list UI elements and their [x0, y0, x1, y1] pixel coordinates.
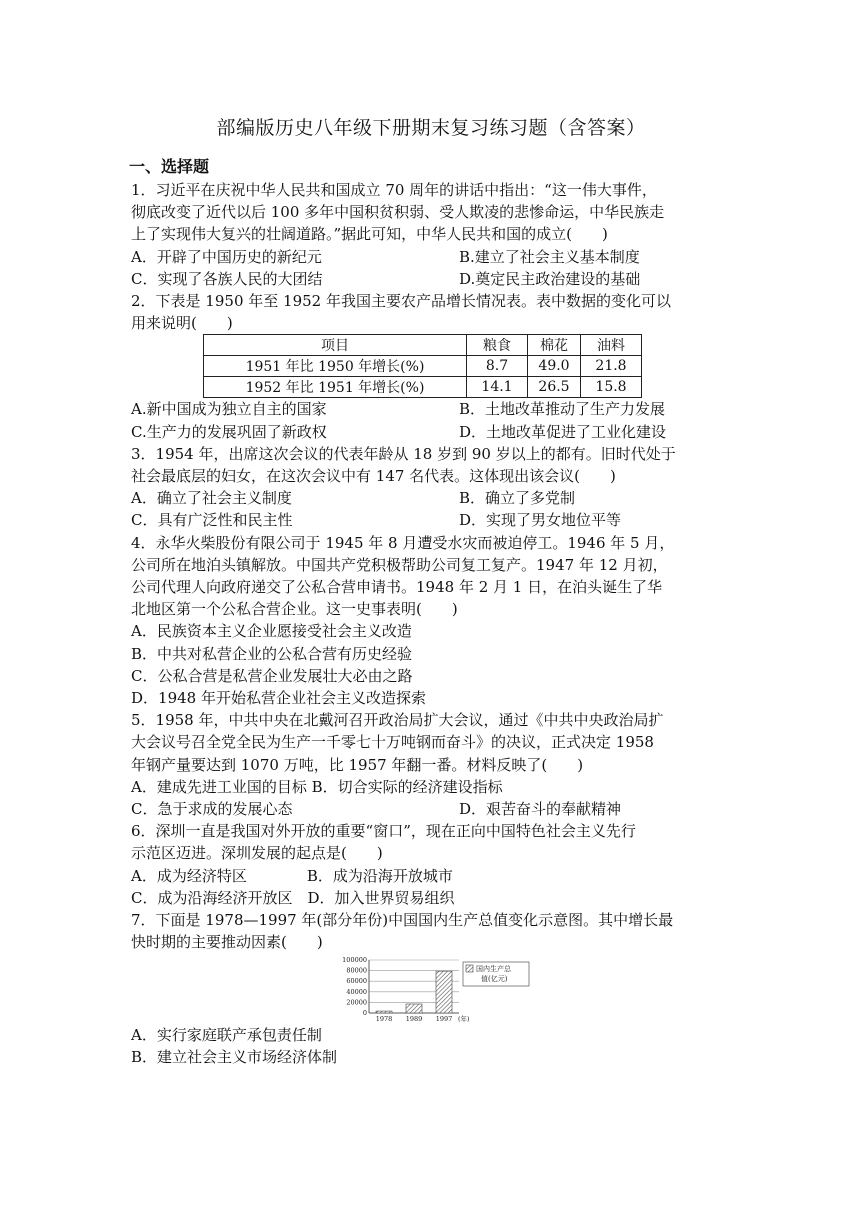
- question-text-line: 社会最底层的妇女，在这次会议中有 147 名代表。这体现出该会议( ): [131, 467, 616, 486]
- x-tick-label: 1978: [375, 1014, 393, 1023]
- question-text-line: 7．下面是 1978—1997 年(部分年份)中国国内生产总值变化示意图。其中增长最: [131, 911, 674, 930]
- x-tick-label: 1989: [405, 1014, 423, 1023]
- x-tick-label: 1997: [435, 1014, 453, 1023]
- bar-1989: [406, 1003, 422, 1012]
- legend-label: 国内生产总: [476, 964, 511, 973]
- table-row: [204, 377, 642, 398]
- document-page: [131, 113, 731, 1068]
- question-text-line: 上了实现伟大复兴的壮阔道路。”据此可知，中华人民共和国的成立( ): [131, 225, 608, 244]
- y-tick-label: 0: [362, 1008, 367, 1017]
- question-text-line: 4．永华火柴股份有限公司于 1945 年 8 月遭受水灾而被迫停工。1946 年 5 月，: [131, 533, 675, 552]
- table-header-row: [204, 335, 642, 356]
- bar-1978: [376, 1011, 392, 1013]
- option-d[interactable]: D．实现了男女地位平等: [459, 511, 622, 530]
- question-text-line: 用来说明( ): [131, 314, 233, 333]
- option-c[interactable]: C．实现了各族人民的大团结: [131, 269, 323, 288]
- question-text-line: 1．习近平在庆祝中华人民共和国成立 70 周年的讲话中指出：“这一伟大事件，: [131, 181, 657, 199]
- table-row: [204, 356, 642, 377]
- option-c-d[interactable]: C．成为沿海经济开放区 D．加入世界贸易组织: [131, 888, 455, 907]
- table-cell: 1952 年比 1951 年增长(%): [204, 377, 467, 398]
- option-b[interactable]: B．确立了多党制: [459, 489, 576, 508]
- option-a[interactable]: A．确立了社会主义制度: [131, 489, 292, 508]
- data-table: [203, 334, 642, 398]
- option-b[interactable]: B．建立社会主义市场经济体制: [131, 1047, 338, 1066]
- option-d[interactable]: D.奠定民主政治建设的基础: [459, 269, 641, 288]
- option-c[interactable]: C．急于求成的发展心态: [131, 800, 293, 819]
- question-text-line: 示范区迈进。深圳发展的起点是( ): [131, 844, 383, 863]
- page-title: 部编版历史八年级下册期末复习练习题（含答案）: [216, 117, 646, 139]
- question-6: [131, 820, 731, 909]
- option-b[interactable]: B.建立了社会主义基本制度: [459, 247, 640, 266]
- question-text-line: 北地区第一个公私合营企业。这一史事表明( ): [131, 600, 458, 619]
- option-a-b[interactable]: A．成为经济特区 B．成为沿海开放城市: [131, 866, 453, 885]
- option-d[interactable]: D．艰苦奋斗的奉献精神: [459, 800, 622, 819]
- option-c[interactable]: C．公私合营是私营企业发展壮大必由之路: [131, 666, 413, 685]
- option-a-b[interactable]: A．建成先进工业国的目标 B．切合实际的经济建设指标: [131, 777, 503, 796]
- option-c[interactable]: C.生产力的发展巩固了新政权: [131, 422, 327, 441]
- options-grid: [131, 246, 731, 290]
- question-2: [131, 290, 731, 443]
- legend-label: 值(亿元): [481, 974, 508, 983]
- question-5: [131, 709, 731, 820]
- options-grid: [131, 798, 731, 820]
- question-text-line: 快时期的主要推动因素( ): [131, 933, 323, 952]
- table-cell: 15.8: [581, 377, 642, 398]
- option-a[interactable]: A．民族资本主义企业愿接受社会主义改造: [131, 622, 412, 641]
- table-header-cell: 粮食: [467, 335, 528, 356]
- table-cell: 1951 年比 1950 年增长(%): [204, 356, 467, 377]
- legend-swatch: [466, 965, 473, 972]
- question-text-line: 公司代理人向政府递交了公私合营申请书。1948 年 2 月 1 日，在泊头诞生了华: [131, 578, 663, 597]
- question-text-line: 3．1954 年，出席这次会议的代表年龄从 18 岁到 90 岁以上的都有。旧时代处于: [131, 444, 676, 463]
- table-header-cell: 项目: [204, 335, 467, 356]
- option-b[interactable]: B．土地改革推动了生产力发展: [459, 400, 666, 419]
- question-text-line: 年钢产量要达到 1070 万吨，比 1957 年翻一番。材料反映了( ): [131, 755, 584, 774]
- y-tick-label: 40000: [346, 987, 367, 996]
- table-header-cell: 油料: [581, 335, 642, 356]
- gdp-chart: [335, 956, 731, 1024]
- option-a[interactable]: A.新中国成为独立自主的国家: [131, 400, 327, 419]
- question-text-line: 6．深圳一直是我国对外开放的重要“窗口”，现在正向中国特色社会主义先行: [131, 822, 636, 841]
- option-d[interactable]: D．土地改革促进了工业化建设: [459, 422, 667, 441]
- options-grid: [131, 398, 731, 442]
- question-text-line: 5．1958 年，中共中央在北戴河召开政治局扩大会议，通过《中共中央政治局扩: [131, 711, 664, 730]
- question-4: [131, 532, 731, 710]
- question-text-line: 2．下表是 1950 年至 1952 年我国主要农产品增长情况表。表中数据的变化可以: [131, 292, 671, 311]
- option-c[interactable]: C．具有广泛性和民主性: [131, 511, 293, 530]
- y-tick-label: 80000: [346, 966, 367, 975]
- option-a[interactable]: A．开辟了中国历史的新纪元: [131, 247, 322, 266]
- table-cell: 21.8: [581, 356, 642, 377]
- table-cell: 49.0: [528, 356, 581, 377]
- y-tick-label: 100000: [342, 955, 367, 964]
- question-text-line: 公司所在地泊头镇解放。中国共产党积极帮助公司复工复产。1947 年 12 月初，: [131, 555, 668, 574]
- table-cell: 26.5: [528, 377, 581, 398]
- x-unit-label: (年): [458, 1014, 470, 1023]
- bar-1997: [436, 971, 452, 1013]
- question-1: [131, 179, 731, 290]
- question-text-line: 彻底改变了近代以后 100 多年中国积贫积弱、受人欺凌的悲惨命运，中华民族走: [131, 203, 665, 222]
- table-cell: 8.7: [467, 356, 528, 377]
- table-cell: 14.1: [467, 377, 528, 398]
- table-header-cell: 棉花: [528, 335, 581, 356]
- section-heading: 一、选择题: [129, 157, 210, 176]
- question-text-line: 大会议号召全党全民为生产一千零七十万吨钢而奋斗》的决议，正式决定 1958: [131, 733, 654, 752]
- gdp-chart-svg: [335, 956, 535, 1024]
- option-d[interactable]: D．1948 年开始私营企业社会主义改造探索: [131, 689, 426, 708]
- y-tick-label: 60000: [346, 976, 367, 985]
- options-grid: [131, 487, 731, 531]
- option-a[interactable]: A．实行家庭联产承包责任制: [131, 1025, 322, 1044]
- option-b[interactable]: B．中共对私营企业的公私合营有历史经验: [131, 644, 413, 663]
- y-tick-label: 20000: [346, 997, 367, 1006]
- question-7: [131, 909, 731, 1068]
- question-3: [131, 443, 731, 532]
